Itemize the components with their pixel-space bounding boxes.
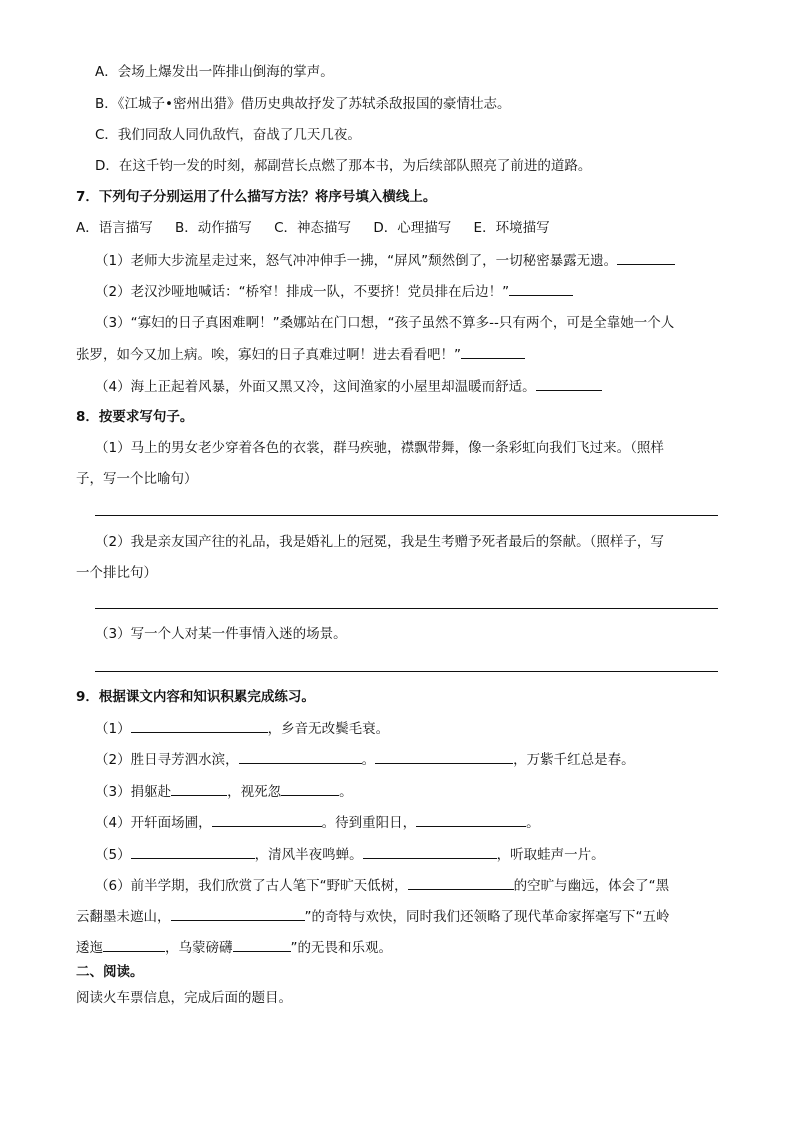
q6-option-b: B．《江城子•密州出猎》借历史典故抒发了苏轼杀敌报国的豪情壮志。 <box>95 96 511 112</box>
answer-blank[interactable] <box>131 718 268 733</box>
q9-item-6b: 云翻墨未遮山， ”的奇特与欢快，同时我们还领略了现代革命家挥毫写下“五岭 <box>76 906 670 927</box>
q7-sentence-4: （4）海上正起着风暴，外面又黑又冷，这间渔家的小屋里却温暖而舒适。 <box>95 376 602 397</box>
answer-blank[interactable] <box>416 812 526 827</box>
answer-blank[interactable] <box>536 376 602 391</box>
q9-item-2: （2）胜日寻芳泗水滨， 。 ，万紫千红总是春。 <box>95 749 635 770</box>
answer-blank[interactable] <box>408 875 514 890</box>
answer-blank[interactable] <box>233 937 291 952</box>
q6-option-a: A．会场上爆发出一阵排山倒海的掌声。 <box>95 64 334 80</box>
q7-sentence-3a: （3）“寡妇的日子真困难啊！”桑娜站在门口想，“孩子虽然不算多--只有两个，可是全靠她一个人 <box>95 315 675 331</box>
answer-blank[interactable] <box>509 281 573 296</box>
section-intro: 阅读火车票信息，完成后面的题目。 <box>76 990 292 1006</box>
q9-item-5: （5） ，清风半夜鸣蝉。 ，听取蛙声一片。 <box>95 844 605 865</box>
q7-choice-a: A．语言描写 <box>76 220 153 236</box>
answer-blank[interactable] <box>281 781 339 796</box>
q9-item-3: （3）捐躯赴 ，视死忽 。 <box>95 781 353 802</box>
q8-title: 8．按要求写句子。 <box>76 409 194 425</box>
answer-line[interactable] <box>95 608 718 609</box>
q8-item-2a: （2）我是亲友国产往的礼品，我是婚礼上的冠冕，我是生考赠予死者最后的祭献。（照样子，写 <box>95 534 664 550</box>
q7-choice-d: D．心理描写 <box>373 220 452 236</box>
q9-item-6c: 逶迤 ，乌蒙磅礴 ”的无畏和乐观。 <box>76 937 392 958</box>
q7-choice-c: C．神态描写 <box>274 220 352 236</box>
q7-choices <box>76 218 568 238</box>
q8-item-1b: 子，写一个比喻句） <box>76 471 198 487</box>
answer-blank[interactable] <box>461 344 525 359</box>
answer-blank[interactable] <box>375 749 513 764</box>
q7-sentence-1: （1）老师大步流星走过来，怒气冲冲伸手一拂，“屏风”颓然倒了，一切秘密暴露无遗。 <box>95 250 675 271</box>
q7-choice-e: E．环境描写 <box>473 220 550 236</box>
answer-blank[interactable] <box>171 781 227 796</box>
q6-option-c: C．我们同敌人同仇敌忾，奋战了几天几夜。 <box>95 127 361 143</box>
answer-blank[interactable] <box>363 844 497 859</box>
q7-choice-b: B．动作描写 <box>175 220 252 236</box>
q8-item-3: （3）写一个人对某一件事情入迷的场景。 <box>95 626 347 642</box>
q8-item-1a: （1）马上的男女老少穿着各色的衣裳，群马疾驰，襟飘带舞，像一条彩虹向我们飞过来。（照样 <box>95 440 664 456</box>
answer-blank[interactable] <box>617 250 675 265</box>
answer-line[interactable] <box>95 671 718 672</box>
q9-item-4: （4）开轩面场圃， 。待到重阳日， 。 <box>95 812 540 833</box>
answer-line[interactable] <box>95 515 718 516</box>
q8-item-2b: 一个排比句） <box>76 565 157 581</box>
q7-sentence-2: （2）老汉沙哑地喊话：“桥窄！排成一队，不要挤！党员排在后边！” <box>95 281 573 302</box>
q9-item-1: （1） ，乡音无改鬓毛衰。 <box>95 718 389 739</box>
q9-item-6a: （6）前半学期，我们欣赏了古人笔下“野旷天低树， 的空旷与幽远，体会了“黑 <box>95 875 669 896</box>
q6-option-d: D．在这千钧一发的时刻，郝副营长点燃了那本书，为后续部队照亮了前进的道路。 <box>95 158 592 174</box>
q9-title: 9．根据课文内容和知识积累完成练习。 <box>76 689 315 705</box>
answer-blank[interactable] <box>171 906 305 921</box>
answer-blank[interactable] <box>103 937 165 952</box>
answer-blank[interactable] <box>131 844 255 859</box>
section-heading: 二、阅读。 <box>76 964 144 980</box>
q7-sentence-3b: 张罗，如今又加上病。唉，寡妇的日子真难过啊！进去看看吧！” <box>76 344 525 365</box>
answer-blank[interactable] <box>212 812 322 827</box>
answer-blank[interactable] <box>239 749 362 764</box>
q7-title: 7．下列句子分别运用了什么描写方法？将序号填入横线上。 <box>76 189 437 205</box>
